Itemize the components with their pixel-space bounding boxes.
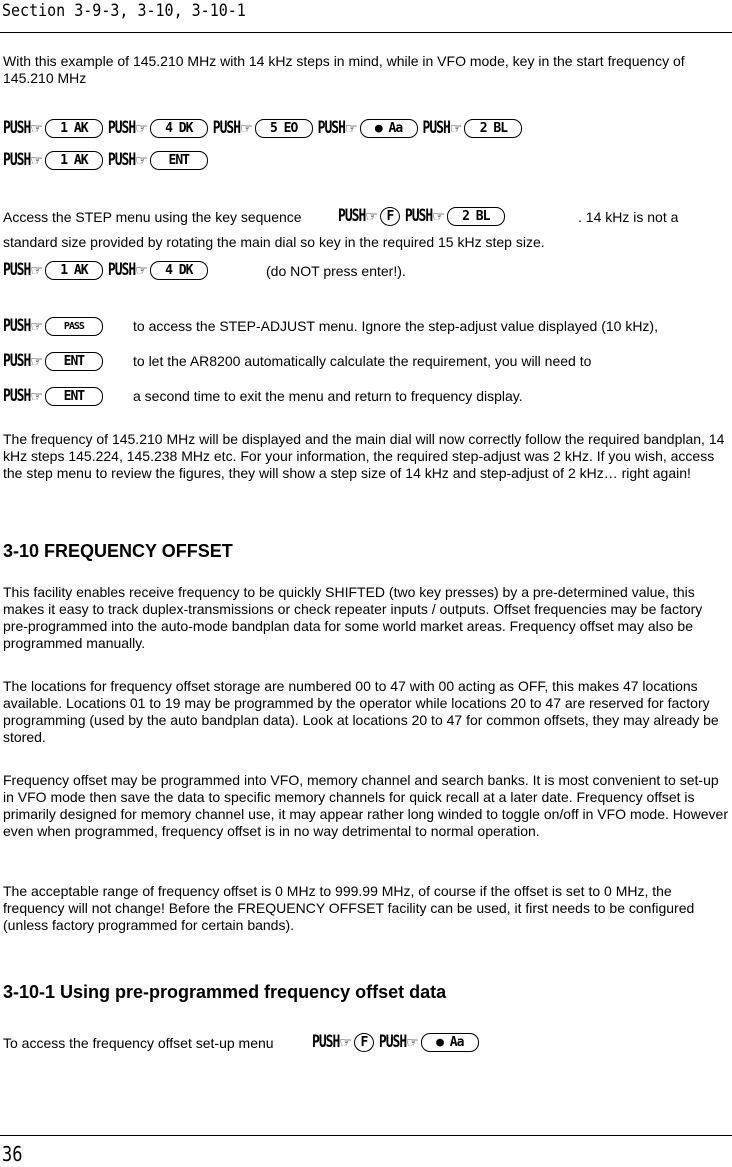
intro-paragraph: With this example of 145.210 MHz with 14 kHz steps in mind, while in VFO mode, key in the start frequency of 145.210 MHz [3,53,685,86]
push-label: PUSH [107,150,136,170]
result-paragraph: The frequency of 145.210 MHz will be displayed and the main dial will now correctly follow the required bandplan, 14 kHz steps 145.224, 145.238 MHz etc. For your information, the required step-adjust was 2 kHz. If you wish, access the step menu to review the figures, they will show a step size of 14 kHz and step-adjust of 2 kHz… right again! [3,431,725,481]
header-rule [0,32,732,33]
key-pass: PASS [45,317,103,336]
key-sequence-row-2 [3,148,213,172]
pointing-hand-icon: ☞ [30,317,43,334]
key-ent: ENT [150,151,208,170]
push-label: PUSH [338,206,366,226]
ent-key-sequence-2 [3,384,108,408]
pointing-hand-icon: ☞ [30,387,43,404]
push-key-group [3,151,106,170]
push-label: PUSH [3,386,31,406]
push-label: PUSH [404,206,433,226]
key-ent: ENT [45,387,103,406]
offset-programming-paragraph: Frequency offset may be programmed into VFO, memory channel and search banks. It is most convenient to set-up in VFO mode then save the data to specific memory channels for quick recall at a later date. Frequency offset is primarily designed for memory channel use, it may appear rather long winded to toggle on/off in VFO mode. However even when programmed, frequency offset is in no way detrimental to normal operation. [3,772,728,839]
pointing-hand-icon: ☞ [30,151,43,168]
pointing-hand-icon: ☞ [365,207,378,224]
push-label: PUSH [107,260,136,280]
pointing-hand-icon: ☞ [135,119,148,136]
key-1-ak: 1 AK [45,261,103,280]
push-key-group [338,207,403,226]
push-key-group [108,151,211,170]
push-key-group [3,119,106,138]
pointing-hand-icon: ☞ [406,1033,419,1050]
key-1-ak: 1 AK [45,119,103,138]
push-label: PUSH [312,1032,340,1052]
push-label: PUSH [317,118,345,138]
push-key-group [3,387,106,406]
pointing-hand-icon: ☞ [135,261,148,278]
push-key-group [213,119,316,138]
pointing-hand-icon: ☞ [240,119,253,136]
step-size-text: standard size provided by rotating the main dial so key in the required 15 kHz step size. [3,234,545,250]
key-2-bl: 2 BL [447,207,505,226]
pointing-hand-icon: ☞ [135,151,148,168]
pointing-hand-icon: ☞ [432,207,445,224]
exit-menu-text: a second time to exit the menu and return to frequency display. [133,388,523,404]
pointing-hand-icon: ☞ [344,119,358,136]
push-label: PUSH [3,316,31,336]
push-label: PUSH [378,1032,407,1052]
pass-key-sequence [3,314,108,338]
footer-rule [0,1135,732,1136]
push-label: PUSH [3,150,31,170]
step-size-note: . 14 kHz is not a [578,209,679,225]
section-heading-3-10: 3-10 FREQUENCY OFFSET [3,541,233,561]
push-label: PUSH [3,118,31,138]
step-menu-text: Access the STEP menu using the key sequence [3,209,302,225]
key-1-ak: 1 AK [45,151,103,170]
key-2-bl: 2 BL [464,119,522,138]
push-label: PUSH [107,118,136,138]
auto-calc-text: to let the AR8200 automatically calculate the requirement, you will need to [133,353,592,369]
key-4-dk: 4 DK [150,119,208,138]
offset-access-text: To access the frequency offset set-up menu [3,1035,274,1051]
key-dot-aa: ● Aa [360,119,418,138]
push-label: PUSH [422,118,450,138]
no-enter-note: (do NOT press enter!). [266,263,406,279]
step-size-key-sequence [3,258,213,282]
step-key-sequence [338,204,510,228]
push-label: PUSH [3,351,31,371]
ent-key-sequence-1 [3,349,108,373]
offset-key-sequence [312,1030,484,1054]
key-sequence-row-1 [3,116,527,140]
push-label: PUSH [212,118,241,138]
pointing-hand-icon: ☞ [30,119,43,136]
section-header: Section 3-9-3, 3-10, 3-10-1 [2,0,246,21]
key-f: F [354,1033,374,1052]
push-key-group [3,352,106,371]
page-number: 36 [2,1143,23,1167]
step-adjust-text: to access the STEP-ADJUST menu. Ignore the step-adjust value displayed (10 kHz), [133,318,658,334]
offset-range-paragraph: The acceptable range of frequency offset is 0 MHz to 999.99 MHz, of course if the offset is set to 0 MHz, the frequency will not change! Before the FREQUENCY OFFSET facility can be used, it first needs to be configured (unless factory programmed for certain bands). [3,883,695,933]
key-5-eo: 5 EO [255,119,313,138]
key-f: F [380,207,400,226]
push-key-group [108,119,211,138]
pointing-hand-icon: ☞ [449,119,463,136]
key-4-dk: 4 DK [150,261,208,280]
section-heading-3-10-1: 3-10-1 Using pre-programmed frequency offset data [3,982,447,1002]
push-label: PUSH [3,260,31,280]
pointing-hand-icon: ☞ [30,352,43,369]
key-dot-aa: ● Aa [421,1033,479,1052]
key-ent: ENT [45,352,103,371]
offset-locations-paragraph: The locations for frequency offset storage are numbered 00 to 47 with 00 acting as OFF, this makes 47 locations available. Locations 01 to 19 may be programmed by the operator while locations 20 to 47 are reserved for factory programming (used by the auto bandplan data). Look at locations 20 to 47 for common offsets, they may already be stored. [3,678,719,745]
push-key-group [423,119,526,138]
push-key-group [108,261,211,280]
push-key-group [3,317,106,336]
push-key-group [318,119,421,138]
push-key-group [405,207,508,226]
pointing-hand-icon: ☞ [30,261,43,278]
push-key-group [379,1033,482,1052]
push-key-group [312,1033,377,1052]
offset-intro-paragraph: This facility enables receive frequency to be quickly SHIFTED (two key presses) by a pre-determined value, this makes it easy to track duplex-transmissions or check repeater inputs / outputs. Offset frequencies may be factory pre-programmed into the auto-mode bandplan data for some world market areas. Frequency offset may also be programmed manually. [3,584,703,651]
push-key-group [3,261,106,280]
pointing-hand-icon: ☞ [339,1033,352,1050]
